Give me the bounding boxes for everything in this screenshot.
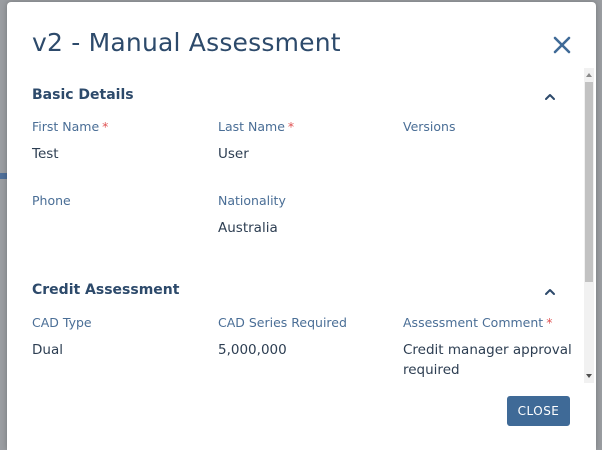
chevron-up-icon[interactable]	[543, 90, 557, 104]
basic-details-header[interactable]	[32, 87, 557, 109]
credit-assessment-header[interactable]	[32, 282, 557, 304]
required-marker: *	[546, 315, 553, 330]
versions-label: Versions	[403, 119, 456, 134]
cad-series-value: 5,000,000	[218, 342, 287, 358]
nationality-label: Nationality	[218, 193, 286, 208]
chevron-up-icon[interactable]	[543, 285, 557, 299]
close-x-icon[interactable]	[551, 34, 573, 56]
credit-assessment-title: Credit Assessment	[32, 282, 180, 298]
dialog-title: v2 - Manual Assessment	[32, 28, 341, 57]
cad-series-label: CAD Series Required	[218, 315, 347, 330]
manual-assessment-dialog	[7, 2, 596, 450]
nationality-value: Australia	[218, 220, 278, 236]
first-name-label-text: First Name	[32, 119, 100, 134]
dialog-scrollbar[interactable]	[582, 68, 596, 383]
first-name-value: Test	[32, 146, 59, 162]
last-name-label	[218, 119, 294, 134]
scrollbar-thumb[interactable]	[585, 82, 593, 282]
dialog-scroll-area	[7, 70, 582, 383]
required-marker: *	[102, 119, 109, 134]
scroll-down-arrow-icon[interactable]	[585, 372, 593, 380]
phone-label: Phone	[32, 193, 71, 208]
required-marker: *	[287, 119, 295, 134]
backdrop-fragment-bar	[0, 173, 7, 179]
last-name-label-text: Last Name	[218, 119, 285, 134]
cad-type-label: CAD Type	[32, 315, 92, 330]
basic-details-title: Basic Details	[32, 87, 134, 103]
close-button[interactable]: CLOSE	[507, 396, 570, 426]
assessment-comment-value	[403, 340, 572, 380]
scroll-up-arrow-icon[interactable]	[585, 71, 593, 79]
assessment-comment-line-1: Credit manager approval	[403, 342, 572, 358]
assessment-comment-line-2: required	[403, 362, 460, 378]
assessment-comment-label	[403, 315, 552, 330]
last-name-value: User	[218, 146, 249, 162]
cad-type-value: Dual	[32, 342, 63, 358]
assessment-comment-label-text: Assessment Comment	[403, 315, 544, 330]
first-name-label	[32, 119, 108, 134]
